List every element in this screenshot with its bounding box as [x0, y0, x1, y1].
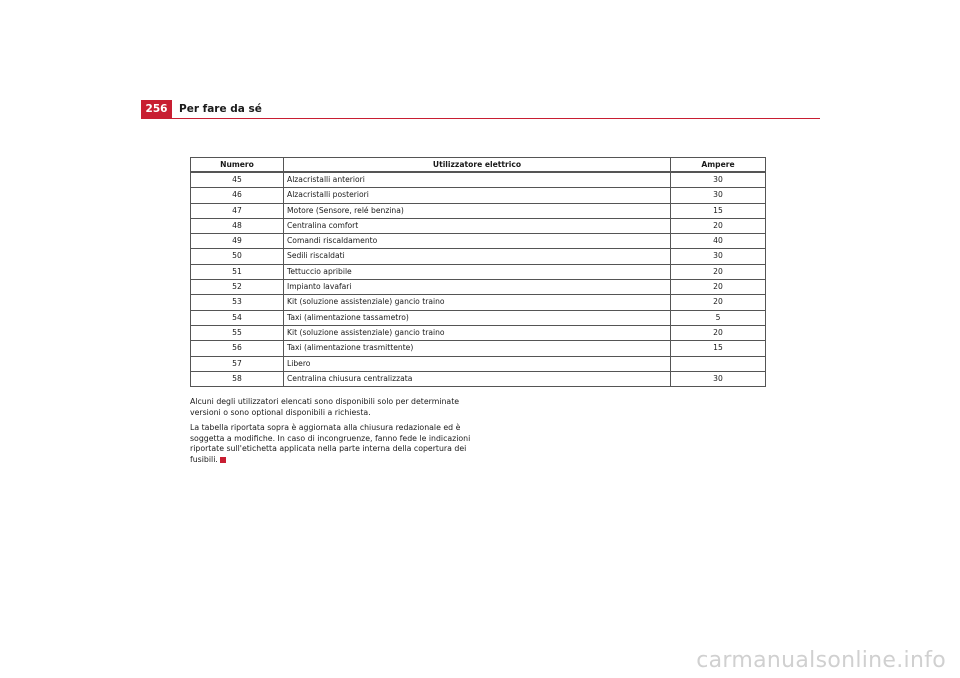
fuse-consumer: Alzacristalli posteriori	[284, 188, 671, 203]
column-header-ampere: Ampere	[671, 158, 766, 173]
fuse-ampere: 40	[671, 234, 766, 249]
fuse-ampere: 20	[671, 264, 766, 279]
note-text: La tabella riportata sopra è aggiornata alla chiusura redazionale ed è soggetta a modifiche. In caso di incongruenze, fanno fede le indicazioni riportate sull'etichetta applicata nella parte interna della copertura dei fusibili.	[190, 422, 471, 464]
fuse-ampere: 30	[671, 172, 766, 188]
fuse-consumer: Libero	[284, 356, 671, 371]
fuse-number: 49	[191, 234, 284, 249]
note-paragraph: Alcuni degli utilizzatori elencati sono disponibili solo per determinate versioni o sono optional disponibili a richiesta.	[190, 397, 460, 417]
fuse-consumer: Centralina chiusura centralizzata	[284, 371, 671, 386]
fuse-number: 53	[191, 295, 284, 310]
header-divider	[141, 118, 820, 119]
fuse-number: 55	[191, 325, 284, 340]
fuse-consumer: Comandi riscaldamento	[284, 234, 671, 249]
fuse-table-body	[191, 172, 766, 387]
fuse-number: 54	[191, 310, 284, 325]
note-paragraph-last	[190, 423, 475, 465]
fuse-consumer: Kit (soluzione assistenziale) gancio traino	[284, 325, 671, 340]
fuse-ampere: 30	[671, 188, 766, 203]
table-row	[191, 325, 766, 340]
fuse-number: 57	[191, 356, 284, 371]
table-row	[191, 172, 766, 188]
notes-section	[190, 397, 475, 470]
table-row	[191, 310, 766, 325]
fuse-ampere: 15	[671, 341, 766, 356]
fuse-number: 51	[191, 264, 284, 279]
fuse-number: 45	[191, 172, 284, 188]
table-row	[191, 356, 766, 371]
fuse-consumer: Motore (Sensore, relé benzina)	[284, 203, 671, 218]
fuse-consumer: Tettuccio apribile	[284, 264, 671, 279]
fuse-consumer: Alzacristalli anteriori	[284, 172, 671, 188]
table-row	[191, 264, 766, 279]
column-header-utilizzatore: Utilizzatore elettrico	[284, 158, 671, 173]
table-row	[191, 341, 766, 356]
table-row	[191, 203, 766, 218]
fuse-consumer: Centralina comfort	[284, 218, 671, 233]
fuse-consumer: Impianto lavafari	[284, 280, 671, 295]
table-row	[191, 371, 766, 386]
fuse-ampere: 20	[671, 218, 766, 233]
fuse-consumer: Taxi (alimentazione trasmittente)	[284, 341, 671, 356]
fuse-number: 52	[191, 280, 284, 295]
page-header	[141, 100, 820, 119]
table-row	[191, 188, 766, 203]
fuse-number: 46	[191, 188, 284, 203]
fuse-number: 56	[191, 341, 284, 356]
section-end-icon	[220, 457, 226, 463]
fuse-consumer: Kit (soluzione assistenziale) gancio traino	[284, 295, 671, 310]
page-number: 256	[141, 100, 172, 119]
table-row	[191, 234, 766, 249]
fuse-ampere: 5	[671, 310, 766, 325]
watermark: carmanualsonline.info	[696, 648, 946, 673]
fuse-table	[190, 157, 766, 387]
table-header-row	[191, 158, 766, 173]
fuse-consumer: Sedili riscaldati	[284, 249, 671, 264]
fuse-number: 47	[191, 203, 284, 218]
column-header-numero: Numero	[191, 158, 284, 173]
table-row	[191, 295, 766, 310]
fuse-number: 58	[191, 371, 284, 386]
fuse-ampere: 20	[671, 295, 766, 310]
fuse-ampere: 20	[671, 280, 766, 295]
table-row	[191, 280, 766, 295]
section-title: Per fare da sé	[179, 103, 262, 115]
table-row	[191, 218, 766, 233]
fuse-ampere: 30	[671, 249, 766, 264]
fuse-ampere: 20	[671, 325, 766, 340]
fuse-ampere	[671, 356, 766, 371]
fuse-number: 50	[191, 249, 284, 264]
fuse-consumer: Taxi (alimentazione tassametro)	[284, 310, 671, 325]
fuse-ampere: 30	[671, 371, 766, 386]
fuse-number: 48	[191, 218, 284, 233]
fuse-ampere: 15	[671, 203, 766, 218]
table-row	[191, 249, 766, 264]
